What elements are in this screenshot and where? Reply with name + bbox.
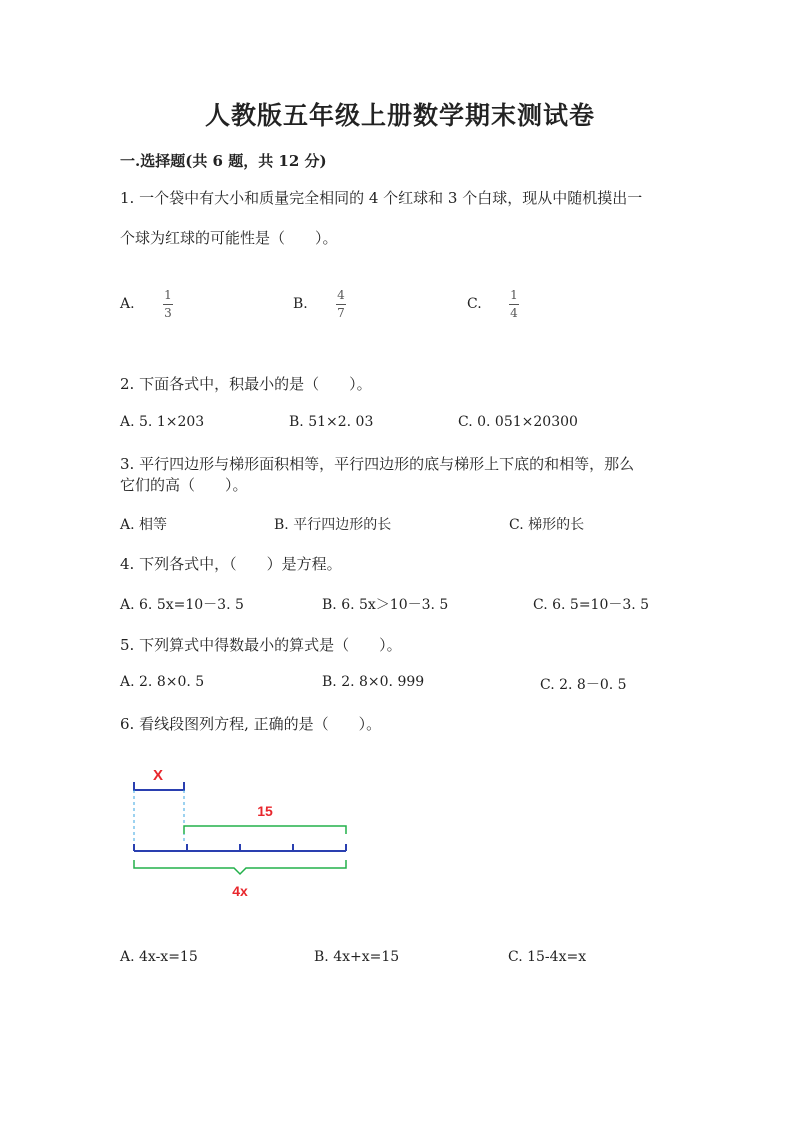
fraction-bar <box>336 304 346 305</box>
q2-option-c[interactable]: C. 0. 051×20300 <box>458 414 578 430</box>
fraction-bar <box>509 304 519 305</box>
q5-text: 5. 下列算式中得数最小的算式是（ ）。 <box>120 636 402 654</box>
fifteen-brace <box>184 826 346 834</box>
denominator: 3 <box>164 306 172 320</box>
numerator: 1 <box>164 288 172 302</box>
q2-option-b[interactable]: B. 51×2. 03 <box>289 414 374 430</box>
q4-option-c[interactable]: C. 6. 5=10－3. 5 <box>533 597 650 613</box>
q6-option-c[interactable]: C. 15-4x=x <box>508 949 587 965</box>
q4-text: 4. 下列各式中，（ ）是方程。 <box>120 555 342 573</box>
q1-option-a[interactable] <box>120 296 135 312</box>
q4-option-a[interactable]: A. 6. 5x=10－3. 5 <box>120 597 244 613</box>
q1-option-b-fraction <box>334 289 348 320</box>
q5-option-b[interactable]: B. 2. 8×0. 999 <box>322 674 425 690</box>
fourx-brace <box>134 860 346 874</box>
q1-option-a-fraction <box>161 289 175 320</box>
label-4x: 4x <box>232 883 248 899</box>
line-segment-figure <box>120 760 360 910</box>
q2-option-a[interactable]: A. 5. 1×203 <box>120 414 205 430</box>
denominator: 7 <box>337 306 345 320</box>
numerator: 1 <box>510 288 518 302</box>
q3-option-c[interactable]: C. 梯形的长 <box>509 517 585 533</box>
option-label: A. <box>120 296 135 312</box>
q1-text-line1: 1. 一个袋中有大小和质量完全相同的 4 个红球和 3 个白球，现从中随机摸出一 <box>120 189 643 207</box>
q6-text: 6. 看线段图列方程, 正确的是（ ）。 <box>120 715 382 733</box>
label-15: 15 <box>257 803 273 819</box>
q4-option-b[interactable]: B. 6. 5x＞10－3. 5 <box>322 597 449 613</box>
option-label: C. <box>467 296 482 312</box>
q1-option-b[interactable] <box>293 296 308 312</box>
page-title: 人教版五年级上册数学期末测试卷 <box>204 101 595 130</box>
q6-option-b[interactable]: B. 4x+x=15 <box>314 949 400 965</box>
q3-text-line2: 它们的高（ ）。 <box>120 476 248 494</box>
q5-option-a[interactable]: A. 2. 8×0. 5 <box>120 674 205 690</box>
q1-text-line2: 个球为红球的可能性是（ ）。 <box>120 229 338 247</box>
numerator: 4 <box>337 288 345 302</box>
section-heading: 一.选择题(共 6 题，共 12 分) <box>120 152 327 170</box>
q3-option-b[interactable]: B. 平行四边形的长 <box>274 517 392 533</box>
denominator: 4 <box>510 306 518 320</box>
q5-option-c[interactable]: C. 2. 8－0. 5 <box>540 677 627 693</box>
q2-text: 2. 下面各式中，积最小的是（ ）。 <box>120 375 372 393</box>
q6-option-a[interactable]: A. 4x-x=15 <box>120 949 198 965</box>
option-label: B. <box>293 296 308 312</box>
fraction-bar <box>163 304 173 305</box>
q1-option-c-fraction <box>507 289 521 320</box>
label-x: X <box>152 767 164 784</box>
q1-option-c[interactable] <box>467 296 482 312</box>
q3-text-line1: 3. 平行四边形与梯形面积相等，平行四边形的底与梯形上下底的和相等，那么 <box>120 455 635 473</box>
q3-option-a[interactable]: A. 相等 <box>120 517 168 533</box>
